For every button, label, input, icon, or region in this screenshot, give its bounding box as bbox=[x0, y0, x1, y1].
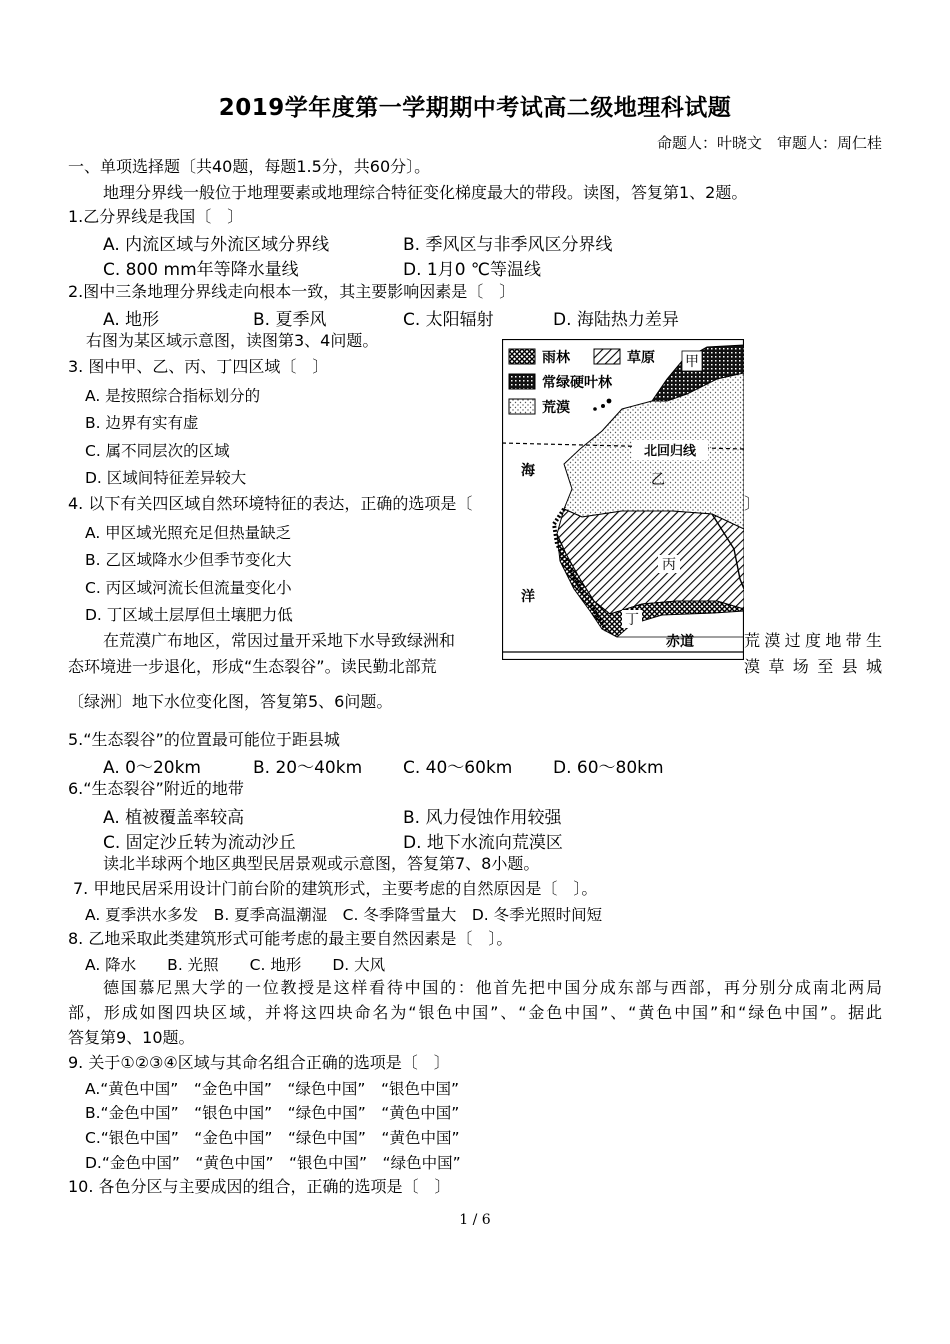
q5-option-b: B. 20～40km bbox=[253, 758, 363, 778]
intro-china-regions-3: 答复第9、10题。 bbox=[68, 1028, 195, 1047]
question-7: 7. 甲地民居采用设计门前台阶的建筑形式，主要考虑的自然原因是〔 〕。 bbox=[73, 879, 598, 898]
q2-option-b: B. 夏季风 bbox=[253, 310, 327, 330]
section-heading: 一、单项选择题〔共40题，每题1.5分，共60分〕。 bbox=[68, 157, 431, 176]
intro-ecological-rift-1b: 荒漠过度地带生 bbox=[744, 631, 882, 650]
q1-option-a: A. 内流区域与外流区域分界线 bbox=[103, 235, 330, 255]
label-ocean: 洋 bbox=[521, 589, 535, 605]
q6-option-a: A. 植被覆盖率较高 bbox=[103, 808, 245, 828]
q9-option-b: B.“金色中国” “银色中国” “绿色中国” “黄色中国” bbox=[85, 1104, 460, 1122]
q8-options: A. 降水 B. 光照 C. 地形 D. 大风 bbox=[85, 956, 386, 974]
q1-option-c: C. 800 mm年等降水量线 bbox=[103, 260, 299, 280]
q1-option-d: D. 1月0 ℃等温线 bbox=[403, 260, 542, 280]
legend-evergreen: 常绿硬叶林 bbox=[542, 375, 612, 391]
q9-option-a: A.“黄色中国” “金色中国” “绿色中国” “银色中国” bbox=[85, 1080, 459, 1098]
intro-china-regions-2: 部，形成如图四块区域，并将这四块命名为“银色中国”、“金色中国”、“黄色中国”和“绿色中国”。据此 bbox=[68, 1003, 882, 1022]
question-5: 5.“生态裂谷”的位置最可能位于距县城 bbox=[68, 730, 340, 749]
intro-ecological-rift-1a: 在荒漠广布地区，常因过量开采地下水导致绿洲和 bbox=[103, 631, 456, 650]
intro-ecological-rift-3: 〔绿洲〕地下水位变化图，答复第5、6问题。 bbox=[68, 692, 393, 711]
q3-option-a: A. 是按照综合指标划分的 bbox=[85, 387, 261, 405]
q3-option-c: C. 属不同层次的区域 bbox=[85, 442, 230, 460]
map-tropic-label: 北回归线 bbox=[643, 444, 697, 459]
q6-option-d: D. 地下水流向荒漠区 bbox=[403, 833, 563, 853]
question-8: 8. 乙地采取此类建筑形式可能考虑的最主要自然因素是〔 〕。 bbox=[68, 929, 513, 948]
legend-desert: 荒漠 bbox=[542, 400, 570, 416]
question-2: 2.图中三条地理分界线走向根本一致，其主要影响因素是〔 〕 bbox=[68, 282, 516, 301]
label-ding: 丁 bbox=[625, 612, 639, 628]
q3-option-b: B. 边界有实有虚 bbox=[85, 414, 199, 432]
question-3: 3. 图中甲、乙、丙、丁四区域〔 〕 bbox=[68, 357, 329, 376]
q2-option-d: D. 海陆热力差异 bbox=[553, 310, 679, 330]
question-10: 10. 各色分区与主要成因的组合，正确的选项是〔 〕 bbox=[68, 1177, 451, 1196]
q9-option-c: C.“银色中国” “金色中国” “绿色中国” “黄色中国” bbox=[85, 1129, 460, 1147]
legend-grassland: 草原 bbox=[627, 350, 655, 366]
q3-option-d: D. 区域间特征差异较大 bbox=[85, 469, 247, 487]
label-yi: 乙 bbox=[651, 472, 665, 488]
q5-option-c: C. 40～60km bbox=[403, 758, 513, 778]
intro-china-regions-1: 德国慕尼黑大学的一位教授是这样看待中国的：他首先把中国分成东部与西部，再分别分成南北两局 bbox=[103, 978, 882, 997]
author-line: 命题人：叶晓文 审题人：周仁桂 bbox=[656, 134, 882, 152]
q2-option-c: C. 太阳辐射 bbox=[403, 310, 494, 330]
q9-option-d: D.“金色中国” “黄色中国” “银色中国” “绿色中国” bbox=[85, 1154, 461, 1172]
intro-ecological-rift-2b: 漠草场至县城 bbox=[744, 657, 882, 676]
region-map bbox=[502, 339, 744, 660]
q1-option-b: B. 季风区与非季风区分界线 bbox=[403, 235, 613, 255]
q6-option-b: B. 风力侵蚀作用较强 bbox=[403, 808, 562, 828]
intro-paragraph: 地理分界线一般位于地理要素或地理综合特征变化梯度最大的带段。读图，答复第1、2题。 bbox=[103, 183, 748, 202]
q5-option-d: D. 60～80km bbox=[553, 758, 664, 778]
page-title: 2019学年度第一学期期中考试高二级地理科试题 bbox=[218, 95, 732, 121]
label-bing: 丙 bbox=[662, 557, 676, 573]
question-1: 1.乙分界线是我国〔 〕 bbox=[68, 207, 244, 226]
question-6: 6.“生态裂谷”附近的地带 bbox=[68, 779, 244, 798]
intro-dwellings: 读北半球两个地区典型民居景观或示意图，答复第7、8小题。 bbox=[103, 854, 540, 873]
legend-rainforest: 雨林 bbox=[542, 350, 570, 366]
q4-option-d: D. 丁区域土层厚但土壤肥力低 bbox=[85, 606, 293, 624]
q6-option-c: C. 固定沙丘转为流动沙丘 bbox=[103, 833, 296, 853]
q5-option-a: A. 0～20km bbox=[103, 758, 201, 778]
q4-option-a: A. 甲区域光照充足但热量缺乏 bbox=[85, 524, 292, 542]
q2-option-a: A. 地形 bbox=[103, 310, 160, 330]
q4-option-c: C. 丙区域河流长但流量变化小 bbox=[85, 579, 292, 597]
label-equator: 赤道 bbox=[666, 634, 694, 650]
q7-options: A. 夏季洪水多发 B. 夏季高温潮湿 C. 冬季降雪量大 D. 冬季光照时间短 bbox=[85, 906, 603, 924]
question-4-bracket: 〕 bbox=[744, 494, 761, 513]
question-9: 9. 关于①②③④区域与其命名组合正确的选项是〔 〕 bbox=[68, 1053, 450, 1072]
label-jia: 甲 bbox=[685, 354, 699, 370]
q4-option-b: B. 乙区域降水少但季节变化大 bbox=[85, 551, 292, 569]
intro-map: 右图为某区域示意图，读图第3、4问题。 bbox=[86, 331, 379, 350]
question-4: 4. 以下有关四区域自然环境特征的表达，正确的选项是〔 bbox=[68, 494, 473, 513]
intro-ecological-rift-2a: 态环境进一步退化，形成“生态裂谷”。读民勤北部荒 bbox=[68, 657, 437, 676]
page-number: 1 / 6 bbox=[459, 1212, 491, 1228]
label-sea: 海 bbox=[521, 463, 535, 479]
